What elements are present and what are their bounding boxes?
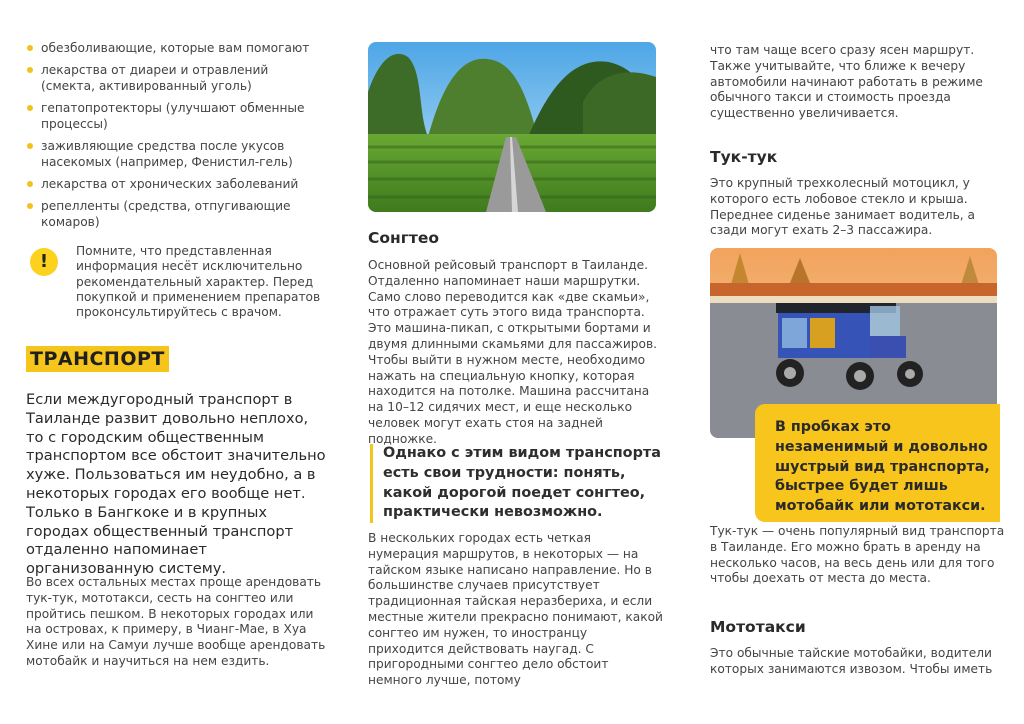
warning-note [26,244,326,324]
heading-songteo: Сонгтео [368,229,439,247]
bullet-dot-icon [27,45,33,51]
list-item: репелленты (средства, отпугивающие комаров) [26,198,326,230]
warning-icon: ! [30,248,58,276]
lead-paragraph: Если междугородный транспорт в Таиланде развит довольно неплохо, то с городским общественным транспортом все обстоит значительно хуже. Пользоваться им неудобно, а в некоторых городах его вообще нет. Только в Бангкоке и в крупных городах общественный транспорт отдаленно напоминает организованную систему. [26,391,326,578]
heading-mototaxi: Мототакси [710,618,806,636]
bullet-dot-icon [27,67,33,73]
mountain-road-image [368,42,656,212]
bullet-dot-icon [27,203,33,209]
mountain-road-photo [368,42,656,212]
body-paragraph: Во всех остальных местах проще арендовать тук-тук, мототакси, сесть на сонгтео или пройтись пешком. В некоторых городах или на островах, к примеру, в Чианг-Мае, в Хуа Хине или на Самуи лучше вообще арендовать мотобайк и научиться на нем ездить. [26,575,326,668]
list-item: лекарства от хронических заболеваний [26,176,326,192]
pull-quote: Однако с этим видом транспорта есть свои трудности: понять, какой дорогой поедет сонгтео, практически невозможно. [370,444,663,523]
tuktuk-rental-paragraph: Тук-тук — очень популярный вид транспорта в Таиланде. Его можно брать в аренду на несколько часов, на весь день или для того чтобы доехать от места до места. [710,524,1005,586]
heading-tuktuk: Тук-тук [710,148,778,166]
list-item: обезболивающие, которые вам помогают [26,40,326,56]
bullet-dot-icon [27,105,33,111]
list-item: заживляющие средства после укусов насекомых (например, Фенистил-гель) [26,138,326,170]
list-item: лекарства от диареи и отравлений (смекта, активированный уголь) [26,62,326,94]
mototaxi-paragraph: Это обычные тайские мотобайки, водители которых занимаются извозом. Чтобы иметь [710,646,993,676]
bullet-dot-icon [27,181,33,187]
highlight-callout: В пробках это незаменимый и довольно шустрый вид транспорта, быстрее будет лишь мотобайк или мототакси. [755,404,1000,522]
list-item: гепатопротекторы (улучшают обменные процессы) [26,100,326,132]
column-left [26,0,326,668]
songteo-paragraph: Основной рейсовый транспорт в Таиланде. Отдаленно напоминает наши маршрутки. Само слово переводится как «две скамьи», что отражает суть этого вида транспорта. Это машина-пикап, с открытыми бортами и двумя длинными скамьями для пассажиров. Чтобы выйти в нужном месте, необходимо нажать на специальную кнопку, которая находится на потолке. Машина рассчитана на 10–12 сидячих мест, и еще несколько человек могут ехать стоя на задней подножке. [368,258,658,446]
warning-text: Помните, что представленная информация несёт исключительно рекомендательный характер. Перед покупкой и применением препаратов проконсультируйтесь с врачом. [76,244,321,320]
medicine-list [26,40,326,230]
songteo-routes-paragraph: В нескольких городах есть четкая нумерация маршрутов, в некоторых — на тайском языке написано направление. Но в большинстве случаев присутствует традиционная тайская неразбериха, и если местные жители прекрасно понимают, какой сонгтео им нужен, то иностранцу приходится действовать наугад. С пригородными сонгтео дело обстоит немного лучше, потому [368,531,663,688]
section-title: ТРАНСПОРТ [26,346,169,372]
tuktuk-description: Это крупный трехколесный мотоцикл, у которого есть лобовое стекло и крыша. Переднее сиденье занимает водитель, а сзади могут ехать 2–3 пассажира. [710,176,975,238]
continued-paragraph: что там чаще всего сразу ясен маршрут. Также учитывайте, что ближе к вечеру автомобили начинают работать в режиме обычного такси и стоимость проезда существенно увеличивается. [710,43,983,121]
bullet-dot-icon [27,143,33,149]
